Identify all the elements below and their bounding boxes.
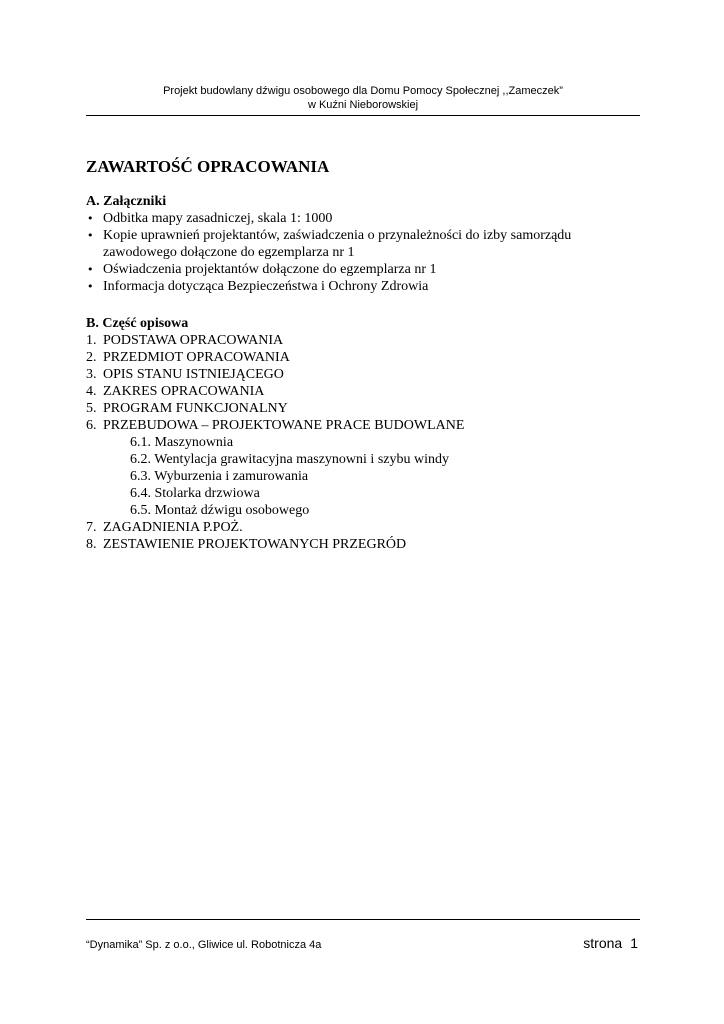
header-divider — [86, 115, 640, 116]
subsection-item: 6.5. Montaż dźwigu osobowego — [130, 503, 310, 518]
list-item-text: PODSTAWA OPRACOWANIA — [103, 333, 284, 348]
item-number: 2. — [86, 350, 97, 365]
page-indicator — [583, 935, 638, 952]
page-header — [86, 84, 640, 112]
list-item-text: Informacja dotycząca Bezpieczeństwa i Ochrony Zdrowia — [103, 279, 429, 294]
list-item-text: PROGRAM FUNKCJONALNY — [103, 401, 288, 416]
subsection-item: 6.4. Stolarka drzwiowa — [130, 486, 260, 501]
list-item — [86, 278, 646, 295]
list-item-text: ZAGADNIENIA P.POŻ. — [103, 520, 243, 535]
list-item-text: OPIS STANU ISTNIEJĄCEGO — [103, 367, 284, 382]
section-b-heading: B. Część opisowa — [86, 316, 189, 331]
item-number: 5. — [86, 401, 97, 416]
bullet-icon: • — [87, 229, 94, 242]
subsection-item: 6.3. Wyburzenia i zamurowania — [130, 469, 309, 484]
list-item-text: Oświadczenia projektantów dołączone do egzemplarza nr 1 — [103, 262, 437, 277]
list-item — [86, 332, 646, 349]
page-label: strona — [583, 935, 623, 951]
list-item — [86, 417, 646, 434]
document-title: ZAWARTOŚĆ OPRACOWANIA — [86, 157, 330, 176]
item-number: 8. — [86, 537, 97, 552]
list-item — [86, 400, 646, 417]
subsection-item: 6.2. Wentylacja grawitacyjna maszynowni i szybu windy — [130, 452, 449, 467]
contents-list — [86, 332, 646, 434]
list-item-text: ZAKRES OPRACOWANIA — [103, 384, 265, 399]
subsection-list — [86, 434, 646, 519]
page-number: 1 — [630, 935, 638, 951]
footer-divider — [86, 919, 640, 920]
list-item — [86, 261, 646, 278]
list-item — [86, 536, 646, 553]
bullet-icon: • — [87, 280, 94, 293]
list-item — [86, 227, 646, 261]
item-number: 7. — [86, 520, 97, 535]
attachments-list — [86, 210, 646, 295]
contents-list-continued — [86, 519, 646, 553]
section-attachments — [86, 193, 646, 295]
item-number: 1. — [86, 333, 97, 348]
item-number: 4. — [86, 384, 97, 399]
bullet-icon: • — [87, 263, 94, 276]
list-item — [86, 210, 646, 227]
list-item-text: Odbitka mapy zasadniczej, skala 1: 1000 — [103, 211, 333, 226]
header-line-1: Projekt budowlany dźwigu osobowego dla Domu Pomocy Społecznej ,,Zameczek” — [163, 85, 563, 97]
section-descriptive — [86, 315, 646, 553]
list-item-text: PRZEDMIOT OPRACOWANIA — [103, 350, 290, 365]
bullet-icon: • — [87, 212, 94, 225]
list-item-text: PRZEBUDOWA – PROJEKTOWANE PRACE BUDOWLANE — [103, 418, 465, 433]
item-number: 6. — [86, 418, 97, 433]
list-item — [86, 366, 646, 383]
subsection-item: 6.1. Maszynownia — [130, 435, 234, 450]
list-item-text: Kopie uprawnień projektantów, zaświadczenia o przynależności do izby samorządu zawodowego dołączone do egzemplarza nr 1 — [103, 228, 572, 260]
footer-company: “Dynamika” Sp. z o.o., Gliwice ul. Robotnicza 4a — [86, 939, 322, 951]
list-item — [86, 383, 646, 400]
header-line-2: w Kuźni Nieborowskiej — [307, 99, 419, 111]
list-item-text: ZESTAWIENIE PROJEKTOWANYCH PRZEGRÓD — [103, 537, 407, 552]
item-number: 3. — [86, 367, 97, 382]
section-a-heading: A. Załączniki — [86, 194, 167, 209]
list-item — [86, 519, 646, 536]
list-item — [86, 349, 646, 366]
